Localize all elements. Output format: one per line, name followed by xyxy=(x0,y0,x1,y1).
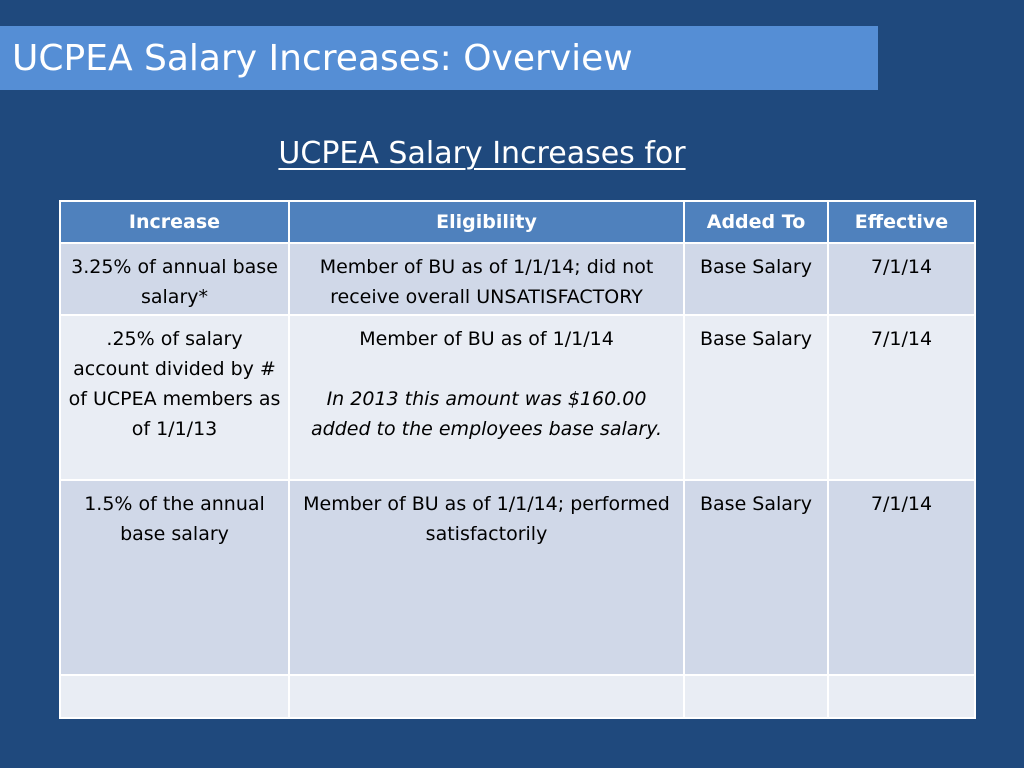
cell-eligibility xyxy=(289,480,684,675)
slide-subtitle: UCPEA Salary Increases for xyxy=(278,136,686,171)
header-increase: Increase xyxy=(60,201,289,243)
cell-increase: 1.5% of the annual base salary xyxy=(60,480,289,675)
eligibility-note: In 2013 this amount was $160.00 added to the employees base salary. xyxy=(310,388,663,440)
table-row-empty xyxy=(60,675,975,718)
table-row xyxy=(60,480,975,675)
cell-increase: .25% of salary account divided by # of UCPEA members as of 1/1/13 xyxy=(60,315,289,480)
cell-added-to: Base Salary xyxy=(684,243,828,315)
eligibility-text: Member of BU as of 1/1/14; performed satisfactorily xyxy=(303,493,670,545)
cell-increase xyxy=(60,675,289,718)
eligibility-text: Member of BU as of 1/1/14 xyxy=(359,328,614,350)
cell-added-to: Base Salary xyxy=(684,480,828,675)
slide-title: UCPEA Salary Increases: Overview xyxy=(12,37,633,79)
header-effective: Effective xyxy=(828,201,975,243)
cell-added-to xyxy=(684,675,828,718)
table-row xyxy=(60,243,975,315)
header-added-to: Added To xyxy=(684,201,828,243)
table-row xyxy=(60,315,975,480)
cell-eligibility xyxy=(289,243,684,315)
cell-effective: 7/1/14 xyxy=(828,480,975,675)
cell-effective: 7/1/14 xyxy=(828,243,975,315)
eligibility-text: Member of BU as of 1/1/14; did not receive overall UNSATISFACTORY xyxy=(319,256,654,308)
cell-added-to: Base Salary xyxy=(684,315,828,480)
header-eligibility: Eligibility xyxy=(289,201,684,243)
cell-effective xyxy=(828,675,975,718)
title-bar xyxy=(0,26,878,90)
cell-eligibility xyxy=(289,315,684,480)
salary-table-container xyxy=(59,200,974,719)
cell-effective: 7/1/14 xyxy=(828,315,975,480)
salary-increases-table xyxy=(59,200,976,719)
table-header-row xyxy=(60,201,975,243)
cell-eligibility xyxy=(289,675,684,718)
cell-increase: 3.25% of annual base salary* xyxy=(60,243,289,315)
